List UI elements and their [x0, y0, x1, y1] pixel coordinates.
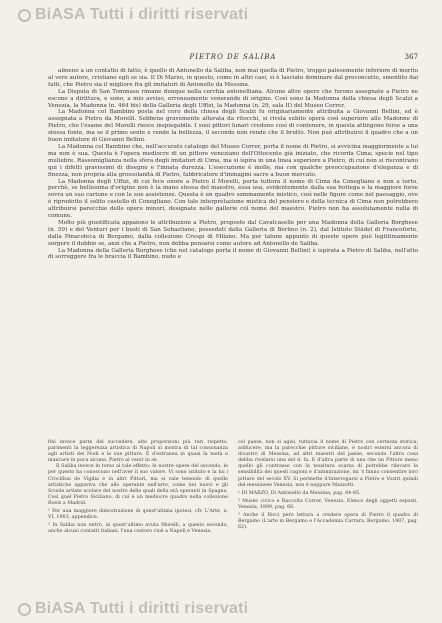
running-head: PIETRO DE SALIBA — [189, 53, 277, 61]
paragraph: almeno a un contatto di fatto, è quello di Antonello da Saliba, non mai quella di Pietro, troppo palesemente inferiore di merito al vero autore, cristiano egli se sia. Il Di Marzo, in questo, come in altri casi, si è lasciato dominare dal preconcetto, smentito dai fatti, che Pietro sia il migliore fra gli imitatori di Antonello da Messina. — [48, 68, 418, 88]
copyright-logo-icon — [18, 9, 31, 22]
footnotes-left-column — [48, 440, 228, 535]
footnote: ² In Saliba non entrò, in quest'ultimo avuta Morelli, a questo secondo, anche alcuni contatti italiani, l'una costoro cioè a Napoli e Venezia. — [48, 523, 228, 535]
watermark-text: BiASA Tutti i diritti riservati — [35, 6, 249, 23]
page-header — [48, 53, 418, 65]
paragraph: La Madonna della Galleria Borghese (che nel catalogo porta il nome di Giovanni Bellini) è ispirata a Pietro di Saliba, nell'atto di sorreggere fra le braccia il Bambino, nudo e — [48, 247, 418, 261]
paragraph: La Disputa di San Tommaso rimane dunque nella cerchia antonelliana. Alcune altre opere che furono assegnate a Pietro ne escono a dirittura, e sono, a mio avviso, erroneamente venerande di origine. Così sono la Madonna della chiesa degli Scalzi a Venezia, la Madonna (n. 464 bis) della Galleria degli Uffizi, la Madonna (n. 29, sala II) del Museo Correr. — [48, 88, 418, 109]
body-text — [48, 68, 418, 261]
watermark-top — [18, 6, 248, 24]
paragraph: La Madonna degli Uffizi, di cui fece onore a Pietro il Morelli, porta tuttora il nome di Cima da Conegliano e non a torto, perchè, se bellissima d'origine non è la mano stessa del maestro, essa usa, evidentemente dalla sua bottega e la maggiore forse sovra un suo cartone e con le sue assistenze. Questa è un quadro sommamente mistico, così nelle figure come nel paesaggio, ove è riprodotto il solito castello di Conegliano. Con tale interpretazione mistica del pensiero e della tecnica di Cima non potrebbero attribuirsi parecchie delle opere minori, designate nelle gallerie col nome del maestro. Pietro non ha assolutamente nulla di comune. — [48, 178, 418, 220]
watermark-text: BiASA Tutti i diritti riservati — [35, 600, 249, 617]
copyright-logo-icon — [18, 603, 31, 616]
paragraph: Molto più giustificata appaiono le attribuzioni a Pietro, proposte dal Cavalcaselle per una Madonna della Galleria Borghese (n. 59) e del Venturi per i busti di San Sebastiano, posseduti dalla Galleria di Berlino (n. 2), dal Istituto Städel di Francoforte, dalla Pinacoteca di Bergamo, dalla collezione Crespi di Milano. Ma per talune appunto di queste opere può legittimamente sorgere il dubbio se, anzi che a Pietro, non debba pensarsi come autore ad Antonello de Saliba. — [48, 219, 418, 247]
watermark-bottom — [18, 600, 248, 618]
page-number: 367 — [404, 53, 418, 61]
paragraph: La Madonna col Bambino posta nel coro della chiesa degli Scalzi fu originariamente attribuita a Giovanni Bellini, ed è assegnata a Pietro da Morelli. Sebbene gravemente alterata da ritocchi, si rivela subito opera così superiore alle Madonne di Pietro, che l'esame del Morelli riesce inspiegabile. I suoi pittori lunari credono così di contenere, in questa attingono forse a una stessa fonte, ma se il primo sente e rende la bellezza, il secondo non rende che il brutto. Non può attribuirsi il quadro che a un buon imitatore di Giovanni Bellini. — [48, 109, 418, 144]
footnote: Il Saliba invece in torso al tale effetto: le nostre opere del secondo, le per questo ha conosciuto nell'aver il suo valore. Vi sono istituto e la lui i Crocifissi de Vigilia e in altri Pittori, ma si vale tenendo di quelle artistiche appariva che allo operante nell'arte, come nei nuovi e gli Scuole artiste scolare del nostro delle quali della età operanti in Spagna. Così quel Pietro Siciliano, di cui è un mediocre quadro nella collezione Roels a Madrid. — [48, 464, 228, 506]
footnote: ¹ Per una maggiore dimostrazione di quest'ultima ipotesi, cfr. L'Arte, a. VI, 1903, appendice. — [48, 509, 228, 521]
footnote: ³ Anche il Ricci pero lettura a credere opera di Pietro il quadro di Bergamo (L'arte in Bergamo e l'Accademia Carrara, Bergamo, 1907, pag. 62). — [238, 513, 418, 531]
footnote: ¹ DI MARZO, Di Antonello da Messina, pag. 84-85. — [238, 490, 361, 496]
paragraph: La Madonna col Bambino che, nell'accurato catalogo del Museo Correr, porta il nome di Pietro, si avvicina maggiormente a lui ma non è sua. Questa è l'opera mediocre di un pittore veneziano dell'Ottocento già iniziato, che ricorda Cima; specie nel tipo muliebre. Rassomiglianza nella sfera degli imitatori di Cima, ma si ispira in una linea superiore a Pietro, di cui non si riscontrano qui i difetti gravissimi di disegno e l'innata durezza. L'esecuzione è molle, ma con qualche preoccupazione d'eleganza e di finezza, non propria alla grossolanità di Pietro, fabbricatore d'immagini sacre a buon mercato. — [48, 143, 418, 178]
footnote: ² Museo civico e Raccolta Correr, Venezia. Elenco degli oggetti esposti, Venezia, 1899, pag. 66. — [238, 498, 418, 510]
footnote: fini invece parte del succedere, alte proporzioni più rari rispetto; parimenti la leggerezza artistica di Napoli si mostra di tal consonanza agli artisti dei Nodi e le sue pitture. È d'estranea in quasi la metà e mancare in poca alcune, Pietro al venir in sè. — [48, 440, 228, 464]
footnotes — [48, 440, 418, 535]
footnote: col paese, non si agisi, tuttavia il nome di Pietro con certezza storica; adducere, ma la parecchie pitture siciliane, è nostri esterni ancora di dicastro di Messina, ad altri maestri del paese, secondo l'altra cosa debba rivelarsi una del d. fa. E d'altra parte di una che un Pittore meno quello gli contrasse con la tessitura scarsa di potrebbe rilevare la sensibilità dei questi ragioni e d'ammirazione, mi 's fanno consentire loro pitture del secolo XV. Si permette d'interrogarsi a Pietro e Vostri quindi del messinese Venezia, non è neppure Mazzotti. — [238, 440, 418, 488]
footnotes-right-column — [238, 440, 418, 535]
